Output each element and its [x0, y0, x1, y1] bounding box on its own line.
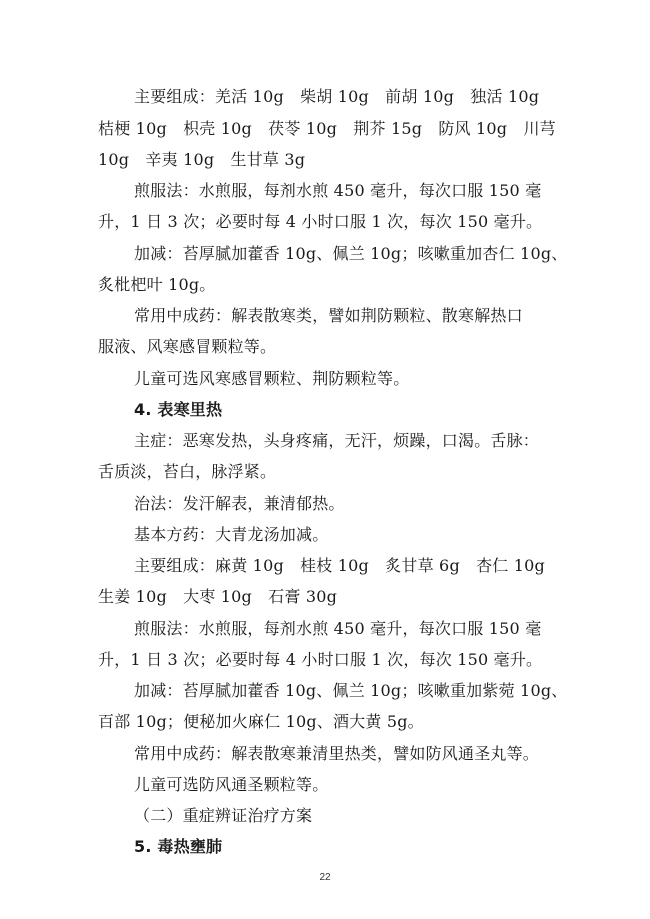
- subsection-heading: （二）重症辨证治疗方案: [134, 806, 313, 825]
- modification-line-2b: 百部 10g；便秘加火麻仁 10g、酒大黄 5g。: [98, 712, 424, 731]
- composition-line-1: 主要组成：羌活 10g 柴胡 10g 前胡 10g 独活 10g: [134, 87, 540, 106]
- decoction-method-line-1b: 煎服法：水煎服，每剂水煎 450 毫升，每次口服 150 毫: [134, 619, 542, 638]
- basic-prescription: 基本方药：大青龙汤加减。: [134, 525, 329, 544]
- section-heading-4: 4. 表寒里热: [134, 400, 223, 419]
- modification-line-2: 炙枇杷叶 10g。: [98, 275, 216, 294]
- patent-medicine-line-b: 常用中成药：解表散寒兼清里热类，譬如防风通圣丸等。: [134, 744, 540, 763]
- patent-medicine-line-1: 常用中成药：解表散寒类，譬如荆防颗粒、散寒解热口: [134, 306, 523, 325]
- composition-line-2b: 生姜 10g 大枣 10g 石膏 30g: [98, 587, 338, 606]
- treatment-principle: 治法：发汗解表，兼清郁热。: [134, 494, 345, 513]
- modification-line-1b: 加减：苔厚腻加藿香 10g、佩兰 10g；咳嗽重加紫菀 10g、: [134, 681, 568, 700]
- composition-line-1b: 主要组成：麻黄 10g 桂枝 10g 炙甘草 6g 杏仁 10g: [134, 556, 545, 575]
- children-note: 儿童可选风寒感冒颗粒、荆防颗粒等。: [134, 369, 410, 388]
- decoction-method-line-1: 煎服法：水煎服，每剂水煎 450 毫升，每次口服 150 毫: [134, 181, 542, 200]
- composition-line-3: 10g 辛夷 10g 生甘草 3g: [98, 150, 306, 169]
- decoction-method-line-2: 升，1 日 3 次；必要时每 4 小时口服 1 次，每次 150 毫升。: [98, 212, 543, 231]
- main-symptoms-line-2: 舌质淡，苔白，脉浮紧。: [98, 462, 277, 481]
- modification-line-1: 加减：苔厚腻加藿香 10g、佩兰 10g；咳嗽重加杏仁 10g、: [134, 244, 568, 263]
- page-number: 22: [319, 872, 331, 883]
- patent-medicine-line-2: 服液、风寒感冒颗粒等。: [98, 337, 277, 356]
- decoction-method-line-2b: 升，1 日 3 次；必要时每 4 小时口服 1 次，每次 150 毫升。: [98, 650, 543, 669]
- main-symptoms-line-1: 主症：恶寒发热，头身疼痛，无汗，烦躁，口渴。舌脉：: [134, 431, 540, 450]
- section-heading-5: 5. 毒热壅肺: [134, 837, 223, 856]
- composition-line-2: 桔梗 10g 枳壳 10g 茯苓 10g 荆芥 15g 防风 10g 川芎: [98, 119, 556, 138]
- children-note-b: 儿童可选防风通圣颗粒等。: [134, 775, 329, 794]
